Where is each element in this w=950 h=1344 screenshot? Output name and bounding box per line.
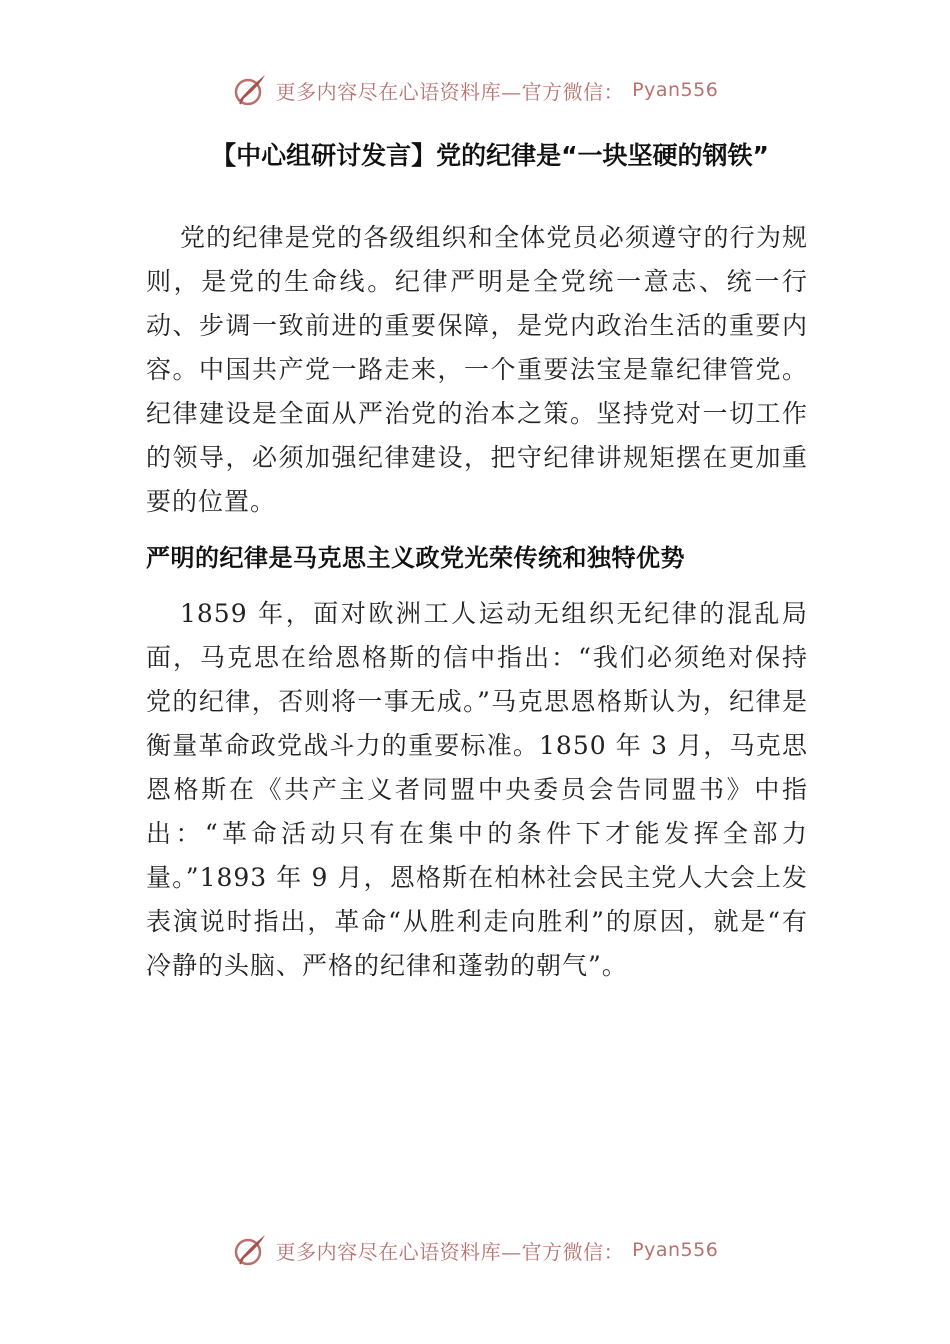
watermark-text: 更多内容尽在心语资料库—官方微信： — [275, 1239, 625, 1264]
section-paragraph: 1859 年，面对欧洲工人运动无组织无纪律的混乱局面，马克思在给恩格斯的信中指出：“我们必须绝对保持党的纪律，否则将一事无成。”马克思恩格斯认为，纪律是衡量革命政党战斗力的重要标准。1850 年 3 月，马克思恩格斯在《共产主义者同盟中央委员会告同盟书》中指出：“革命活动只有在集中的条件下才能发挥全部力量。”1893 年 9 月，恩格斯在柏林社会民主党人大会上发表演说时指出，革命“从胜利走向胜利”的原因，就是“有冷静的头脑、严格的纪律和蓬勃的朝气”。 — [146, 599, 808, 980]
section-heading: 严明的纪律是马克思主义政党光荣传统和独特优势 — [146, 544, 685, 572]
intro-paragraph: 党的纪律是党的各级组织和全体党员必须遵守的行为规则，是党的生命线。纪律严明是全党统一意志、统一行动、步调一致前进的重要保障，是党内政治生活的重要内容。中国共产党一路走来，一个重要法宝是靠纪律管党。纪律建设是全面从严治党的治本之策。坚持党对一切工作的领导，必须加强纪律建设，把守纪律讲规矩摆在更加重要的位置。 — [146, 223, 808, 516]
document-body — [146, 216, 808, 988]
header-watermark — [0, 72, 950, 108]
quill-logo-icon — [232, 72, 268, 108]
quill-logo-icon — [232, 1232, 268, 1268]
watermark-wechat-id: Pyan556 — [632, 79, 719, 101]
watermark-wechat-id: Pyan556 — [632, 1239, 719, 1261]
footer-watermark — [0, 1232, 950, 1268]
watermark-text: 更多内容尽在心语资料库—官方微信： — [275, 79, 625, 104]
document-title: 【中心组研讨发言】党的纪律是“一块坚硬的钢铁” — [211, 141, 769, 170]
